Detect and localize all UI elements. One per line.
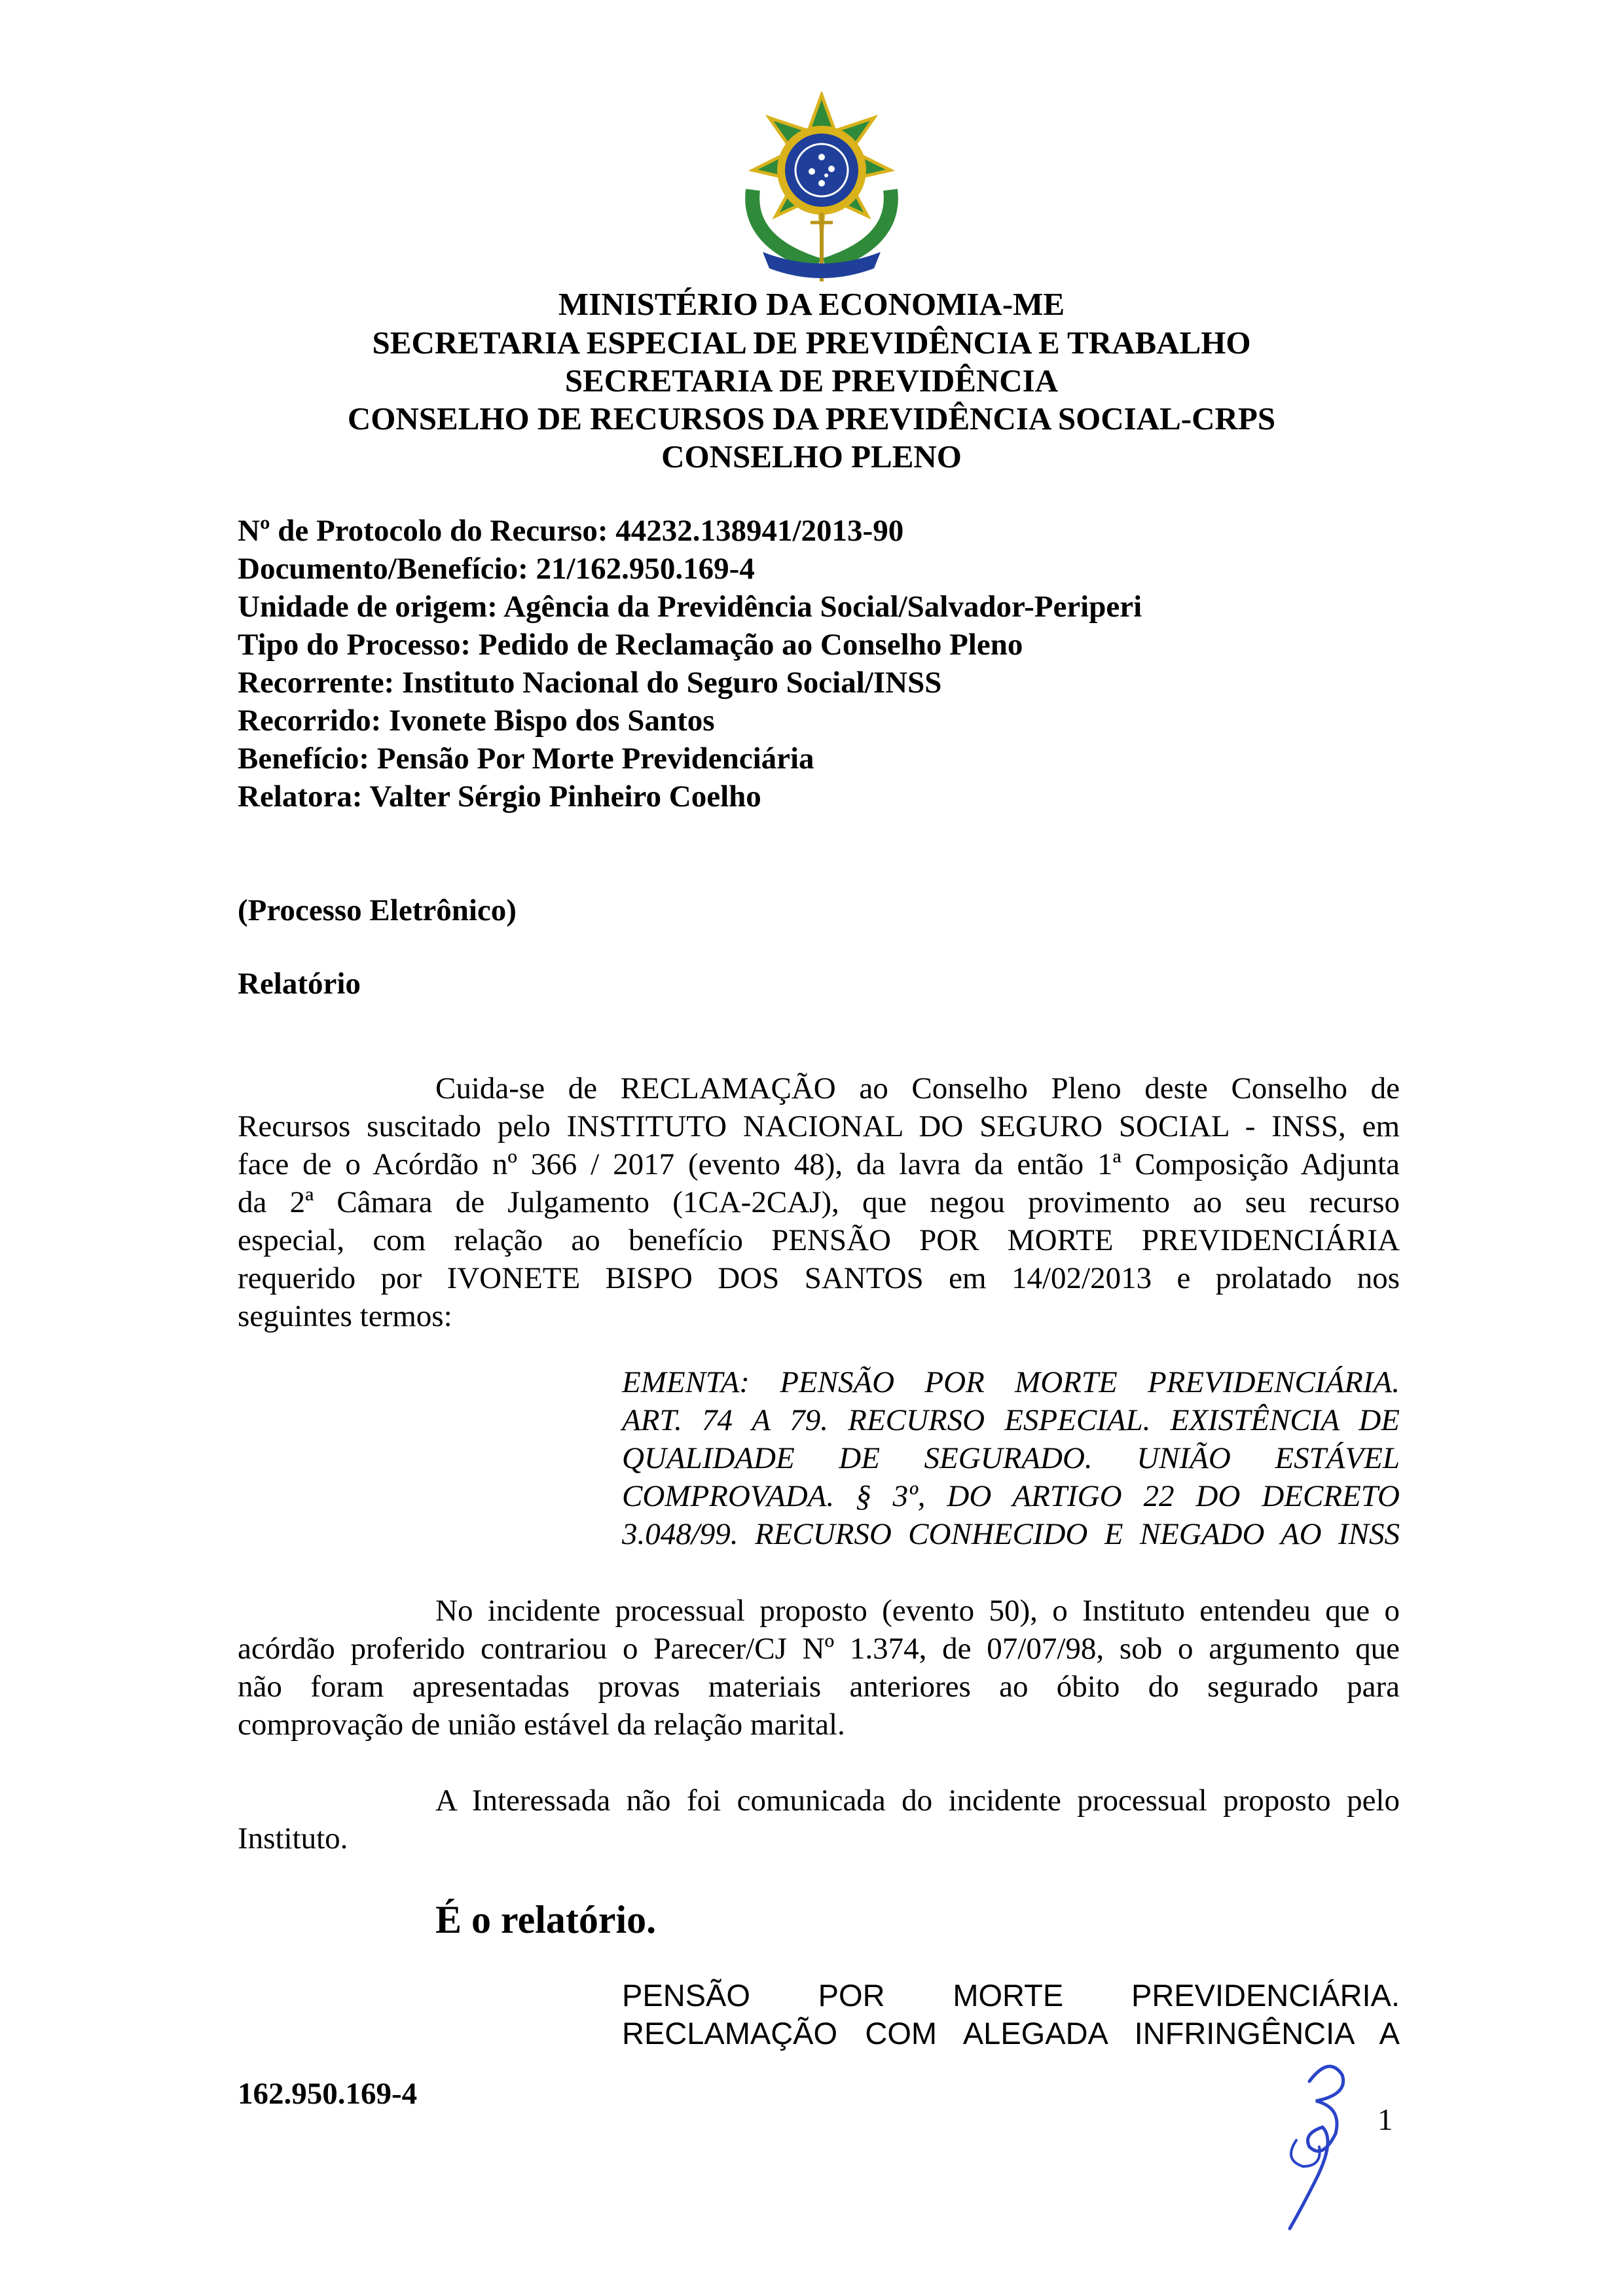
paragraph-line: face de o Acórdão nº 366 / 2017 (evento 48), da lavra da então 1ª Composição Adjunta [238,1147,1400,1181]
ementa-line: COMPROVADA. § 3º, DO ARTIGO 22 DO DECRETO [622,1479,1400,1513]
header-special-secretariat: SECRETARIA ESPECIAL DE PREVIDÊNCIA E TRABALHO [372,325,1251,361]
meta-process-type: Tipo do Processo: Pedido de Reclamação ao Conselho Pleno [238,628,1023,662]
handwritten-signature [1270,2055,1368,2232]
ementa-line: ART. 74 A 79. RECURSO ESPECIAL. EXISTÊNCIA DE [622,1403,1400,1437]
paragraph-line: requerido por IVONETE BISPO DOS SANTOS em 14/02/2013 e prolatado nos [238,1261,1400,1295]
coat-of-arms-emblem [727,92,917,288]
section-title: Relatório [238,967,361,1001]
paragraph-line: No incidente processual proposto (evento 50), o Instituto entendeu que o [435,1594,1400,1628]
meta-benefit: Benefício: Pensão Por Morte Previdenciária [238,742,814,776]
meta-rapporteur: Relatora: Valter Sérgio Pinheiro Coelho [238,780,761,814]
paragraph-line: Instituto. [238,1821,348,1856]
ementa-line: QUALIDADE DE SEGURADO. UNIÃO ESTÁVEL [622,1441,1400,1475]
paragraph-line: não foram apresentadas provas materiais anteriores ao óbito do segurado para [238,1670,1400,1704]
meta-origin-unit: Unidade de origem: Agência da Previdência Social/Salvador-Periperi [238,590,1142,624]
paragraph-line: da 2ª Câmara de Julgamento (1CA-2CAJ), que negou provimento ao seu recurso [238,1185,1400,1219]
header-secretariat: SECRETARIA DE PREVIDÊNCIA [564,363,1059,399]
meta-appellee: Recorrido: Ivonete Bispo dos Santos [238,704,715,738]
meta-appellant: Recorrente: Instituto Nacional do Seguro Social/INSS [238,666,942,700]
header-plenary: CONSELHO PLENO [661,439,962,475]
process-type-note: (Processo Eletrônico) [238,893,517,927]
paragraph-line: Recursos suscitado pelo INSTITUTO NACIONAL DO SEGURO SOCIAL - INSS, em [238,1109,1400,1143]
meta-document: Documento/Benefício: 21/162.950.169-4 [238,552,755,586]
vote-summary-line: RECLAMAÇÃO COM ALEGADA INFRINGÊNCIA A [622,2016,1400,2051]
header-council: CONSELHO DE RECURSOS DA PREVIDÊNCIA SOCIAL-CRPS [347,401,1276,437]
paragraph-line: especial, com relação ao benefício PENSÃO POR MORTE PREVIDENCIÁRIA [238,1223,1400,1257]
header-ministry: MINISTÉRIO DA ECONOMIA-ME [558,286,1065,322]
paragraph-line: seguintes termos: [238,1299,452,1333]
page-number: 1 [1377,2103,1393,2137]
ementa-line: 3.048/99. RECURSO CONHECIDO E NEGADO AO INSS [622,1517,1400,1551]
vote-summary-line: PENSÃO POR MORTE PREVIDENCIÁRIA. [622,1978,1400,2013]
paragraph-line: A Interessada não foi comunicada do incidente processual proposto pelo [435,1784,1400,1818]
footer-benefit-code: 162.950.169-4 [238,2077,418,2111]
paragraph-line: acórdão proferido contrariou o Parecer/CJ Nº 1.374, de 07/07/98, sob o argumento que [238,1632,1400,1666]
report-conclusion: É o relatório. [435,1898,657,1941]
paragraph-line: Cuida-se de RECLAMAÇÃO ao Conselho Pleno deste Conselho de [435,1071,1400,1105]
paragraph-line: comprovação de união estável da relação marital. [238,1708,845,1742]
meta-protocol: Nº de Protocolo do Recurso: 44232.138941/2013-90 [238,514,904,548]
ementa-line: EMENTA: PENSÃO POR MORTE PREVIDENCIÁRIA. [622,1365,1400,1399]
